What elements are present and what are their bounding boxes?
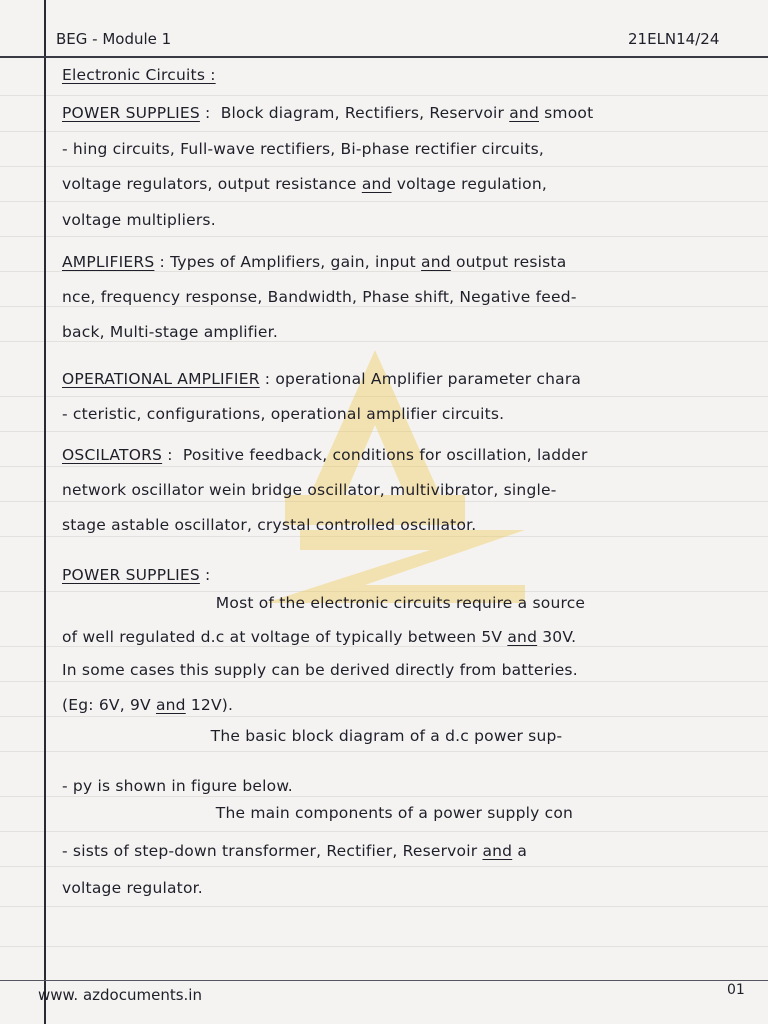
ruled-line	[0, 271, 768, 272]
note-text: In some cases this supply can be derived directly from batteries.	[62, 661, 578, 679]
note-text: output resista	[450, 253, 567, 271]
ruled-line	[0, 646, 768, 647]
header-rule	[0, 56, 768, 58]
footer-rule	[0, 980, 768, 981]
underlined-text: POWER SUPPLIES	[62, 104, 200, 122]
underlined-text: and	[482, 842, 513, 860]
note-text: a	[512, 842, 528, 860]
page-title: BEG - Module 1	[56, 30, 172, 48]
note-text: The basic block diagram of a d.c power sup-	[62, 727, 563, 745]
underlined-text: and	[361, 175, 392, 193]
note-text: : operational Amplifier parameter chara	[259, 370, 582, 388]
note-text: network oscillator wein bridge oscillator, multivibrator, single-	[62, 481, 557, 499]
ruled-line	[0, 716, 768, 717]
ruled-line	[0, 95, 768, 96]
note-text: : Positive feedback, conditions for oscillation, ladder	[162, 446, 588, 464]
note-text: : Types of Amplifiers, gain, input	[154, 253, 422, 271]
note-line	[62, 661, 578, 679]
note-line	[62, 804, 573, 822]
ruled-line	[0, 236, 768, 237]
ruled-line	[0, 201, 768, 202]
note-line	[62, 66, 216, 84]
note-text: (Eg: 6V, 9V	[62, 696, 156, 714]
margin-line	[44, 0, 46, 1024]
note-line	[62, 446, 588, 464]
ruled-line	[0, 866, 768, 867]
note-line	[62, 104, 593, 122]
note-text: : Block diagram, Rectifiers, Reservoir	[199, 104, 510, 122]
ruled-line	[0, 946, 768, 947]
course-code: 21ELN14/24	[628, 30, 720, 48]
note-text: - sists of step-down transformer, Rectifier, Reservoir	[62, 842, 483, 860]
underlined-text: and	[509, 104, 539, 122]
note-line	[62, 288, 577, 306]
note-text: - hing circuits, Full-wave rectifiers, Bi-phase rectifier circuits,	[62, 140, 545, 158]
ruled-line	[0, 831, 768, 832]
note-line	[62, 370, 581, 388]
note-text: voltage multipliers.	[62, 211, 216, 229]
underlined-text: OPERATIONAL AMPLIFIER	[62, 370, 260, 388]
note-line	[62, 175, 547, 193]
note-line	[62, 405, 504, 423]
page-number: 01	[727, 982, 745, 998]
underlined-text: and	[421, 253, 451, 271]
note-line	[62, 879, 203, 897]
ruled-line	[0, 906, 768, 907]
note-text: :	[199, 566, 211, 584]
note-line	[62, 211, 216, 229]
ruled-line	[0, 751, 768, 752]
note-line	[62, 727, 562, 745]
note-text: - cteristic, configurations, operational amplifier circuits.	[62, 405, 505, 423]
note-line	[62, 696, 233, 714]
underlined-text: and	[155, 696, 186, 714]
note-text: voltage regulation,	[391, 175, 547, 193]
note-text: stage astable oscillator, crystal controlled oscillator.	[62, 516, 477, 534]
note-line	[62, 140, 544, 158]
note-text: voltage regulators, output resistance	[62, 175, 362, 193]
note-text: back, Multi-stage amplifier.	[62, 323, 278, 341]
note-line	[62, 628, 576, 646]
note-text: voltage regulator.	[62, 879, 203, 897]
underlined-text: and	[507, 628, 538, 646]
ruled-line	[0, 796, 768, 797]
note-text: Most of the electronic circuits require a source	[62, 594, 586, 612]
note-line	[62, 594, 585, 612]
note-text: of well regulated d.c at voltage of typically between 5V	[62, 628, 508, 646]
note-line	[62, 481, 557, 499]
ruled-line	[0, 306, 768, 307]
note-text: smoot	[539, 104, 594, 122]
note-line	[62, 566, 210, 584]
note-line	[62, 516, 476, 534]
footer-website: www. azdocuments.in	[38, 986, 202, 1004]
underlined-text: Electronic Circuits :	[62, 66, 216, 84]
note-line	[62, 842, 527, 860]
note-line	[62, 777, 293, 795]
note-text: nce, frequency response, Bandwidth, Phase shift, Negative feed-	[62, 288, 577, 306]
ruled-line	[0, 341, 768, 342]
note-line	[62, 323, 278, 341]
ruled-line	[0, 131, 768, 132]
note-text: 12V).	[185, 696, 234, 714]
underlined-text: POWER SUPPLIES	[62, 566, 200, 584]
note-text: The main components of a power supply con	[62, 804, 574, 822]
ruled-line	[0, 681, 768, 682]
ruled-line	[0, 166, 768, 167]
note-text: 30V.	[537, 628, 577, 646]
note-line	[62, 253, 566, 271]
underlined-text: AMPLIFIERS	[62, 253, 155, 271]
underlined-text: OSCILATORS	[62, 446, 163, 464]
note-text: - py is shown in figure below.	[62, 777, 293, 795]
